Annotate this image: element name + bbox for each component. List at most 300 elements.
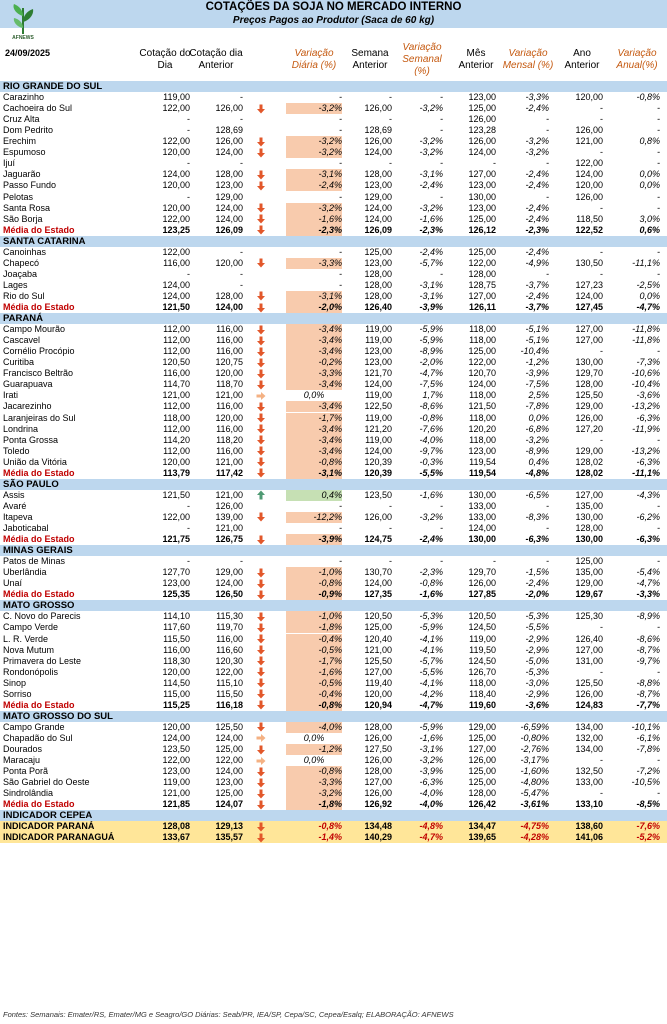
row-label: Londrina bbox=[3, 423, 39, 434]
cell-vd: -1,0% bbox=[286, 611, 342, 622]
cell-sa: 119,00 bbox=[365, 412, 392, 423]
cell-vs: -0,8% bbox=[419, 412, 443, 423]
cell-sa: - bbox=[389, 114, 392, 125]
footer-sources: Fontes: Semanais: Emater/RS, Emater/MG e Seagro/GO Diárias: Seab/PR, IEA/SP, Cepa/SC, Cepea/Esalq; ELABORAÇÃO: AFNEWS bbox=[3, 1010, 454, 1019]
cell-va: -10,5% bbox=[631, 777, 660, 788]
arrow-down-icon bbox=[250, 368, 272, 379]
arrow-down-icon bbox=[250, 567, 272, 578]
arrow-down-icon bbox=[250, 744, 272, 755]
cell-vd: -0,8% bbox=[286, 700, 342, 711]
cell-vs: -3,2% bbox=[419, 103, 443, 114]
cell-ma: 120,20 bbox=[468, 423, 496, 434]
cell-vm: -2,4% bbox=[525, 246, 549, 257]
cell-vm: -3,2% bbox=[525, 147, 549, 158]
cell-vd: -1,6% bbox=[286, 667, 342, 678]
table-row bbox=[0, 578, 667, 589]
table-row bbox=[0, 147, 667, 158]
cell-aa: 129,00 bbox=[575, 401, 603, 412]
cell-vd: -1,4% bbox=[318, 832, 342, 843]
arrow-down-icon bbox=[250, 468, 272, 479]
cell-va: -0,8% bbox=[636, 92, 660, 103]
table-row bbox=[0, 424, 667, 435]
trend-cell bbox=[250, 125, 272, 136]
cell-ma: 129,00 bbox=[468, 721, 496, 732]
row-label: Jaguarão bbox=[3, 169, 41, 180]
cell-sa: - bbox=[389, 556, 392, 567]
arrow-down-icon bbox=[250, 766, 272, 777]
cell-va: - bbox=[657, 191, 660, 202]
cell-vd: -3,4% bbox=[286, 401, 342, 412]
cell-aa: - bbox=[600, 788, 603, 799]
cell-v2: 126,00 bbox=[215, 136, 243, 147]
cell-sa: 121,20 bbox=[364, 423, 392, 434]
cell-sa: 124,00 bbox=[364, 445, 392, 456]
cell-va: -11,9% bbox=[632, 423, 660, 434]
cell-vm: -4,80% bbox=[520, 777, 549, 788]
cell-sa: 124,00 bbox=[364, 213, 392, 224]
cell-ma: 125,00 bbox=[468, 103, 496, 114]
table-row bbox=[0, 92, 667, 103]
cell-vs: -4,7% bbox=[419, 832, 443, 843]
cell-va: - bbox=[657, 103, 660, 114]
cell-aa: 129,70 bbox=[575, 368, 603, 379]
table-row bbox=[0, 214, 667, 225]
cell-vs: -7,5% bbox=[419, 379, 443, 390]
cell-va: -4,7% bbox=[636, 302, 660, 312]
table-row bbox=[0, 269, 667, 280]
state-average-row bbox=[0, 799, 667, 810]
cell-vs: -5,5% bbox=[419, 666, 443, 677]
cell-aa: - bbox=[600, 268, 603, 279]
cell-va: - bbox=[657, 268, 660, 279]
cell-aa: 126,00 bbox=[575, 688, 603, 699]
row-label: Toledo bbox=[3, 445, 30, 456]
cell-va: -2,5% bbox=[636, 279, 660, 290]
cell-vm: - bbox=[546, 523, 549, 533]
cell-v2: 116,60 bbox=[216, 644, 243, 655]
cell-sa: 121,00 bbox=[364, 644, 392, 655]
cell-ma: 118,00 bbox=[469, 324, 496, 335]
cell-sa: 127,00 bbox=[364, 777, 392, 788]
row-label: Média do Estado bbox=[3, 302, 75, 312]
cell-va: -11,1% bbox=[632, 467, 660, 478]
cell-aa: 127,00 bbox=[575, 644, 603, 655]
cell-v1: 121,75 bbox=[162, 534, 190, 545]
row-label: Jacarezinho bbox=[3, 401, 52, 412]
table-row bbox=[0, 324, 667, 335]
table-row bbox=[0, 656, 667, 667]
cell-vm: 0,4% bbox=[528, 456, 549, 467]
cell-vm: -7,8% bbox=[525, 401, 549, 412]
cell-va: - bbox=[657, 666, 660, 677]
cell-vs: -4,7% bbox=[419, 368, 443, 379]
cell-sa: 126,00 bbox=[364, 755, 392, 766]
cell-aa: - bbox=[600, 103, 603, 114]
cell-sa: 120,94 bbox=[364, 699, 392, 710]
cell-aa: 126,00 bbox=[575, 125, 603, 136]
cell-vm: -2,4% bbox=[525, 578, 549, 589]
cell-va: -3,3% bbox=[636, 589, 660, 600]
cell-va: -6,3% bbox=[636, 534, 660, 545]
cell-v1: 123,50 bbox=[162, 744, 190, 754]
cell-vs: -2,4% bbox=[419, 180, 443, 191]
cell-v1: 121,00 bbox=[162, 788, 190, 799]
arrow-down-icon bbox=[250, 302, 272, 313]
cell-vs: -5,5% bbox=[419, 467, 443, 478]
column-header: Variação Mensal (%) bbox=[502, 48, 554, 71]
cell-sa: 120,40 bbox=[364, 633, 392, 644]
section-header: MATO GROSSO bbox=[0, 600, 667, 611]
cell-va: - bbox=[657, 202, 660, 213]
cell-v1: 128,08 bbox=[162, 821, 190, 832]
cell-vm: -5,3% bbox=[525, 611, 549, 622]
cell-v2: 124,00 bbox=[215, 202, 243, 213]
row-label: L. R. Verde bbox=[3, 633, 49, 644]
cell-sa: 126,92 bbox=[364, 799, 392, 810]
table-row bbox=[0, 634, 667, 645]
cell-sa: 128,00 bbox=[364, 290, 392, 301]
cell-vm: -2,4% bbox=[525, 169, 549, 180]
row-label: Laranjeiras do Sul bbox=[3, 412, 76, 423]
cell-vd: -1,7% bbox=[286, 656, 342, 667]
cell-aa: 126,00 bbox=[575, 191, 603, 202]
cell-sa: 120,50 bbox=[364, 611, 392, 622]
cell-ma: 121,50 bbox=[468, 401, 496, 412]
cell-va: -7,3% bbox=[636, 357, 660, 368]
cell-sa: 126,09 bbox=[364, 224, 392, 235]
cell-sa: 119,00 bbox=[365, 390, 392, 401]
cell-vm: - bbox=[546, 125, 549, 136]
column-header: Variação Semanal (%) bbox=[402, 42, 442, 77]
arrow-down-icon bbox=[250, 214, 272, 225]
cell-vd: - bbox=[339, 246, 342, 257]
arrow-down-icon bbox=[250, 147, 272, 158]
cell-v1: 122,00 bbox=[162, 511, 190, 522]
row-label: Itapeva bbox=[3, 511, 33, 522]
cell-vs: -4,0% bbox=[419, 788, 443, 799]
cell-v1: 127,70 bbox=[162, 567, 190, 578]
cell-ma: 125,00 bbox=[468, 246, 496, 257]
cell-vd: - bbox=[339, 191, 342, 202]
cell-v1: 119,00 bbox=[163, 777, 190, 788]
cell-vs: -4,0% bbox=[419, 434, 443, 445]
row-label: Maracaju bbox=[3, 755, 41, 766]
cell-vd: -2,3% bbox=[286, 225, 342, 236]
cell-aa: 132,50 bbox=[575, 766, 603, 777]
cell-vd: -3,4% bbox=[286, 324, 342, 335]
cell-vd: -3,2% bbox=[286, 103, 342, 114]
cell-sa: 124,00 bbox=[364, 379, 392, 390]
cell-v1: 116,00 bbox=[163, 257, 190, 268]
cell-v2: 115,30 bbox=[216, 611, 243, 622]
cell-v2: 120,75 bbox=[215, 357, 243, 368]
cell-vs: - bbox=[440, 158, 443, 169]
cell-sa: 125,00 bbox=[364, 622, 392, 633]
cell-aa: 124,83 bbox=[575, 699, 603, 710]
cell-v2: 139,00 bbox=[215, 511, 243, 522]
cell-va: -10,4% bbox=[631, 379, 660, 390]
cell-va: -7,6% bbox=[636, 821, 660, 832]
cell-vs: - bbox=[440, 523, 443, 533]
cell-sa: 120,00 bbox=[364, 688, 392, 699]
column-header: Mês Anterior bbox=[458, 48, 494, 71]
cell-va: -8,8% bbox=[636, 677, 660, 688]
cell-sa: 120,39 bbox=[364, 456, 392, 467]
cell-v1: 116,00 bbox=[163, 368, 190, 379]
cell-v2: 128,00 bbox=[215, 290, 243, 301]
cell-v2: 124,07 bbox=[215, 799, 243, 810]
cell-vm: -6,8% bbox=[525, 423, 549, 434]
cell-aa: 118,50 bbox=[576, 213, 603, 224]
table-row bbox=[0, 722, 667, 733]
cell-v1: 112,00 bbox=[163, 324, 190, 335]
cell-v1: 114,70 bbox=[163, 379, 190, 390]
trend-cell bbox=[250, 280, 272, 291]
row-label: Guarapuava bbox=[3, 379, 53, 390]
cell-vm: -4,8% bbox=[525, 467, 549, 478]
row-label: Sorriso bbox=[3, 688, 32, 699]
cell-v1: 113,79 bbox=[162, 467, 190, 478]
cell-vs: -3,2% bbox=[419, 202, 443, 213]
section-header: MATO GROSSO DO SUL bbox=[0, 711, 667, 722]
row-label: Rio do Sul bbox=[3, 290, 45, 301]
cell-vd: - bbox=[339, 556, 342, 567]
cell-aa: - bbox=[600, 114, 603, 125]
arrow-right-icon bbox=[250, 755, 272, 766]
cell-vs: -2,3% bbox=[419, 224, 443, 235]
cell-ma: 123,00 bbox=[468, 180, 496, 191]
cell-v2: 124,00 bbox=[215, 213, 243, 224]
table-row bbox=[0, 501, 667, 512]
table-row bbox=[0, 180, 667, 191]
cell-vd: -0,4% bbox=[286, 689, 342, 700]
arrow-down-icon bbox=[250, 634, 272, 645]
arrow-down-icon bbox=[250, 667, 272, 678]
cell-v2: 126,50 bbox=[215, 589, 243, 600]
cell-v2: 121,00 bbox=[215, 390, 243, 401]
cell-aa: 127,00 bbox=[575, 489, 603, 500]
cell-vs: -4,7% bbox=[419, 699, 443, 710]
cell-sa: 127,00 bbox=[364, 666, 392, 677]
cell-va: -13,2% bbox=[631, 401, 660, 412]
cell-vd: -0,8% bbox=[286, 457, 342, 468]
section-header: RIO GRANDE DO SUL bbox=[0, 81, 667, 92]
state-average-row bbox=[0, 468, 667, 479]
cell-vm: - bbox=[546, 158, 549, 169]
row-label: Avaré bbox=[3, 500, 27, 511]
cell-v2: 124,00 bbox=[215, 302, 243, 312]
table-row bbox=[0, 258, 667, 269]
indicator-row bbox=[0, 821, 667, 832]
cell-v1: 115,00 bbox=[163, 688, 190, 699]
row-label: Lages bbox=[3, 279, 28, 290]
table-row bbox=[0, 291, 667, 302]
row-label: Primavera do Leste bbox=[3, 655, 82, 666]
cell-vm: -3,0% bbox=[525, 677, 549, 688]
cell-aa: 130,00 bbox=[575, 511, 603, 522]
trend-cell bbox=[250, 192, 272, 203]
cell-vm: -7,5% bbox=[525, 379, 549, 390]
cell-vs: -2,3% bbox=[419, 567, 443, 578]
cell-aa: 134,00 bbox=[575, 721, 603, 732]
cell-ma: 119,50 bbox=[469, 644, 496, 655]
row-label: Média do Estado bbox=[3, 799, 75, 810]
cell-v1: - bbox=[187, 523, 190, 533]
cell-v1: 116,00 bbox=[163, 644, 190, 655]
cell-vm: -8,3% bbox=[525, 511, 549, 522]
cell-aa: 135,00 bbox=[575, 567, 603, 578]
cell-v1: 133,67 bbox=[162, 832, 190, 843]
cell-vd: -3,2% bbox=[286, 788, 342, 799]
cell-vm: -3,2% bbox=[525, 136, 549, 147]
cell-v1: 117,60 bbox=[163, 622, 190, 633]
cell-v2: - bbox=[240, 556, 243, 567]
section-header: INDICADOR CEPEA bbox=[0, 810, 667, 821]
cell-v1: 119,00 bbox=[163, 92, 190, 103]
cell-vs: -4,1% bbox=[419, 644, 443, 655]
cell-vd: -1,6% bbox=[286, 214, 342, 225]
cell-vd: -3,4% bbox=[286, 424, 342, 435]
cell-va: - bbox=[657, 246, 660, 257]
cell-sa: - bbox=[389, 523, 392, 533]
cell-aa: 127,45 bbox=[575, 302, 603, 312]
cell-vs: -3,2% bbox=[419, 147, 443, 158]
arrow-down-icon bbox=[250, 357, 272, 368]
row-label: Unaí bbox=[3, 578, 23, 589]
cell-vm: -4,28% bbox=[520, 832, 549, 843]
cell-vm: -2,76% bbox=[520, 744, 549, 754]
arrow-down-icon bbox=[250, 700, 272, 711]
row-label: Espumoso bbox=[3, 147, 46, 158]
trend-cell bbox=[250, 501, 272, 512]
arrow-down-icon bbox=[250, 435, 272, 446]
cell-aa: 122,00 bbox=[575, 158, 603, 169]
section-header: SÃO PAULO bbox=[0, 479, 667, 490]
cell-vs: -9,7% bbox=[419, 445, 443, 456]
cell-vd: -3,2% bbox=[286, 147, 342, 158]
page-subtitle: Preços Pagos ao Produtor (Saca de 60 kg) bbox=[232, 15, 435, 26]
cell-aa: 125,50 bbox=[575, 390, 603, 401]
cell-aa: 129,00 bbox=[575, 578, 603, 589]
row-label: Cascavel bbox=[3, 335, 41, 346]
cell-vm: -6,59% bbox=[520, 721, 549, 732]
arrow-down-icon bbox=[250, 645, 272, 656]
cell-v1: - bbox=[187, 125, 190, 136]
cell-aa: - bbox=[600, 202, 603, 213]
cell-vs: -8,6% bbox=[419, 401, 443, 412]
report-date: 24/09/2025 bbox=[5, 48, 51, 58]
cell-va: - bbox=[657, 158, 660, 169]
cell-v1: 122,00 bbox=[162, 755, 190, 766]
arrow-down-icon bbox=[250, 203, 272, 214]
cell-vs: - bbox=[440, 268, 443, 279]
cell-v2: 125,00 bbox=[215, 788, 243, 799]
cell-vd: 0,4% bbox=[286, 490, 342, 501]
cell-aa: - bbox=[600, 622, 603, 633]
cell-aa: 124,00 bbox=[575, 290, 603, 301]
cell-v1: 112,00 bbox=[163, 423, 190, 434]
cell-ma: - bbox=[493, 556, 496, 567]
cell-sa: 119,00 bbox=[365, 324, 392, 335]
cell-va: - bbox=[657, 556, 660, 567]
cell-vd: - bbox=[339, 523, 342, 533]
cell-sa: 134,48 bbox=[364, 821, 392, 832]
section-header: SANTA CATARINA bbox=[0, 236, 667, 247]
cell-ma: 127,00 bbox=[468, 169, 496, 180]
column-header: Cotação dia Anterior bbox=[189, 48, 243, 71]
cell-vd: -3,4% bbox=[286, 335, 342, 346]
table-row bbox=[0, 567, 667, 578]
row-label: Passo Fundo bbox=[3, 180, 57, 191]
cell-vm: -5,1% bbox=[525, 335, 549, 346]
arrow-down-icon bbox=[250, 413, 272, 424]
row-label: Santa Rosa bbox=[3, 202, 51, 213]
cell-ma: 126,00 bbox=[468, 114, 496, 125]
cell-vm: -1,2% bbox=[525, 357, 549, 368]
table-row bbox=[0, 490, 667, 501]
row-label: Jaboticabal bbox=[3, 523, 49, 533]
cell-ma: 118,00 bbox=[469, 434, 496, 445]
cell-v1: 112,00 bbox=[163, 445, 190, 456]
cell-vd: -3,1% bbox=[286, 468, 342, 479]
cell-ma: 133,00 bbox=[468, 500, 496, 511]
row-label: São Borja bbox=[3, 213, 43, 224]
row-label: Ijuí bbox=[3, 158, 16, 169]
cell-aa: 127,00 bbox=[575, 324, 603, 335]
cell-vd: - bbox=[339, 500, 342, 511]
cell-vm: -3,7% bbox=[525, 279, 549, 290]
cell-vd: -4,0% bbox=[286, 722, 342, 733]
cell-sa: 127,50 bbox=[364, 744, 392, 754]
cell-vs: -2,4% bbox=[419, 534, 443, 545]
cell-aa: 141,06 bbox=[575, 832, 603, 843]
cell-ma: 118,00 bbox=[469, 412, 496, 423]
cell-v2: - bbox=[240, 114, 243, 125]
cell-sa: 121,70 bbox=[364, 368, 392, 379]
cell-aa: 133,00 bbox=[575, 777, 603, 788]
cell-va: -7,7% bbox=[636, 699, 660, 710]
cell-v1: 118,30 bbox=[163, 655, 190, 666]
cell-vs: -3,2% bbox=[419, 136, 443, 147]
cell-va: -11,8% bbox=[632, 324, 660, 335]
row-label: Média do Estado bbox=[3, 589, 75, 600]
cell-vd: -0,2% bbox=[286, 357, 342, 368]
cell-vd: -3,3% bbox=[286, 258, 342, 269]
cell-aa: - bbox=[600, 246, 603, 257]
arrow-down-icon bbox=[250, 446, 272, 457]
cell-vm: -2,4% bbox=[525, 180, 549, 191]
cell-va: -10,1% bbox=[631, 721, 660, 732]
cell-aa: 129,00 bbox=[575, 445, 603, 456]
cell-aa: - bbox=[600, 755, 603, 766]
cell-vd: -3,1% bbox=[286, 169, 342, 180]
row-label: Média do Estado bbox=[3, 467, 75, 478]
cell-aa: 127,23 bbox=[575, 279, 603, 290]
cell-ma: 128,00 bbox=[468, 788, 496, 799]
cell-ma: 125,00 bbox=[468, 766, 496, 777]
cell-v1: 122,00 bbox=[162, 136, 190, 147]
cell-aa: 132,00 bbox=[575, 732, 603, 743]
cell-va: 0,8% bbox=[639, 136, 660, 147]
table-row bbox=[0, 457, 667, 468]
cell-ma: 119,60 bbox=[468, 699, 496, 710]
cell-sa: - bbox=[389, 92, 392, 103]
cell-v1: 123,00 bbox=[162, 766, 190, 777]
cell-aa: 128,00 bbox=[575, 523, 603, 533]
row-label: C. Novo do Parecis bbox=[3, 611, 81, 622]
cell-v1: 124,00 bbox=[162, 290, 190, 301]
cell-ma: 125,00 bbox=[468, 732, 496, 743]
